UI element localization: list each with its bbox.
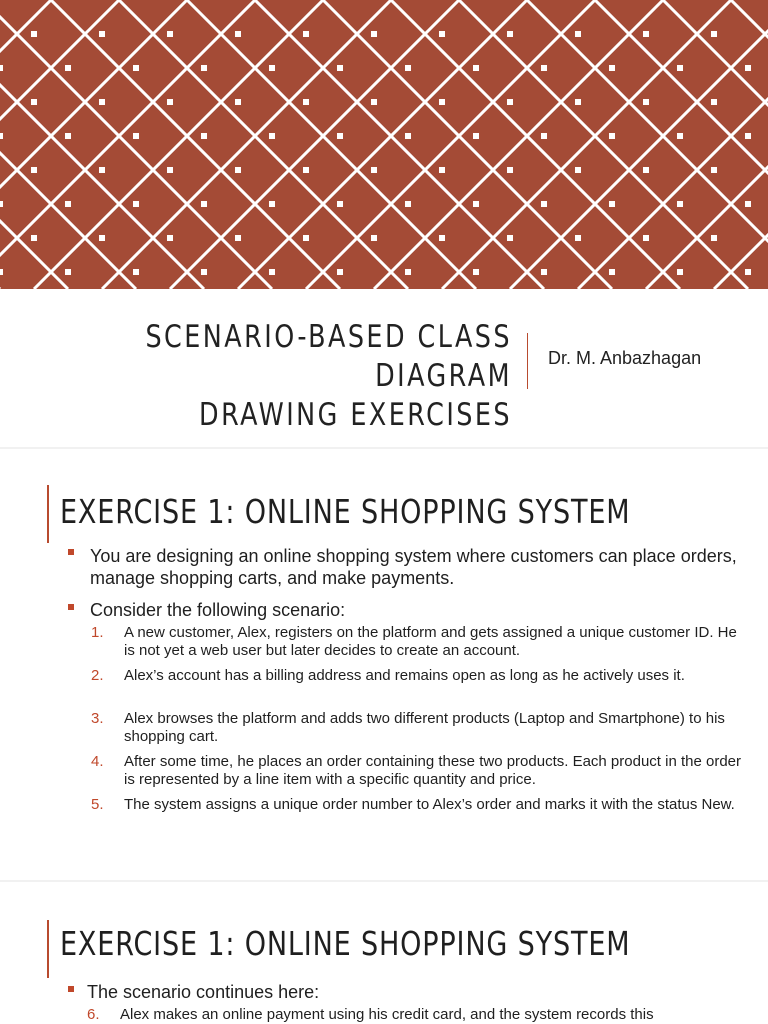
pattern-dot (65, 201, 71, 207)
bullet-text: The scenario continues here: (87, 982, 320, 1002)
pattern-dot (745, 65, 751, 71)
pattern-dot (235, 31, 241, 37)
pattern-dot (541, 65, 547, 71)
item-number: 2. (91, 667, 104, 684)
pattern-dot (65, 65, 71, 71)
bullet-marker (68, 604, 74, 610)
item-text: Alex’s account has a billing address and remains open as long as he actively uses it. (124, 667, 685, 684)
title-accent-bar (47, 485, 49, 543)
pattern-dot (473, 269, 479, 275)
pattern-dot (235, 235, 241, 241)
pattern-dot (405, 201, 411, 207)
pattern-dot (31, 31, 37, 37)
pattern-dot (133, 65, 139, 71)
pattern-dot (371, 235, 377, 241)
item-number: 6. (87, 1006, 100, 1023)
pattern-dot (745, 201, 751, 207)
bullet-text: You are designing an online shopping system where customers can place orders, manage shopping carts, and make payments. (90, 546, 737, 588)
item-number: 4. (91, 753, 104, 770)
pattern-dot (439, 31, 445, 37)
presentation-title (141, 318, 512, 435)
item-text: Alex makes an online payment using his credit card, and the system records this (120, 1006, 654, 1023)
pattern-dot (609, 133, 615, 139)
pattern-dot (31, 167, 37, 173)
pattern-dot (133, 201, 139, 207)
pattern-dot (405, 269, 411, 275)
pattern-dot (609, 269, 615, 275)
title-accent-bar (47, 920, 49, 978)
pattern-dot (541, 133, 547, 139)
pattern-dot (0, 65, 3, 71)
pattern-dot (31, 99, 37, 105)
pattern-dot (439, 235, 445, 241)
pattern-dot (677, 201, 683, 207)
pattern-dot (0, 133, 3, 139)
pattern-dot (303, 235, 309, 241)
pattern-dot (575, 31, 581, 37)
pattern-dot (99, 167, 105, 173)
pattern-dot (575, 235, 581, 241)
author-name: Dr. M. Anbazhagan (548, 348, 702, 368)
pattern-dot (269, 65, 275, 71)
bullet-text: Consider the following scenario: (90, 600, 346, 620)
pattern-dot (303, 167, 309, 173)
pattern-dot (201, 201, 207, 207)
pattern-dot (99, 99, 105, 105)
item-number: 3. (91, 710, 104, 727)
pattern-dot (65, 133, 71, 139)
pattern-dot (371, 99, 377, 105)
pattern-dot (643, 235, 649, 241)
pattern-dot (711, 167, 717, 173)
pattern-dot (507, 31, 513, 37)
bullet-marker (68, 549, 74, 555)
pattern-dot (337, 133, 343, 139)
pattern-dot (133, 133, 139, 139)
item-text: After some time, he places an order containing these two products. Each product in the order is represented by a line item with a specific quantity and price. (124, 753, 742, 788)
pattern-dot (473, 133, 479, 139)
title-line-1: SCENARIO-BASED CLASS DIAGRAM (145, 319, 512, 394)
item-text: The system assigns a unique order number to Alex’s order and marks it with the status New. (124, 796, 735, 813)
pattern-dot (0, 269, 3, 275)
pattern-dot (269, 133, 275, 139)
pattern-dot (745, 269, 751, 275)
pattern-dot (167, 99, 173, 105)
pattern-dot (201, 65, 207, 71)
pattern-dot (473, 201, 479, 207)
pattern-dot (677, 269, 683, 275)
pattern-dot (643, 99, 649, 105)
item-number: 1. (91, 624, 104, 641)
pattern-dot (133, 269, 139, 275)
slide-title: EXERCISE 1: ONLINE SHOPPING SYSTEM (60, 492, 631, 531)
pattern-dot (235, 167, 241, 173)
pattern-dot (31, 235, 37, 241)
pattern-dot (201, 269, 207, 275)
pattern-dot (473, 65, 479, 71)
pattern-dot (609, 201, 615, 207)
pattern-dot (507, 167, 513, 173)
pattern-dot (337, 269, 343, 275)
pattern-dot (65, 269, 71, 275)
pattern-dot (609, 65, 615, 71)
pattern-dot (337, 201, 343, 207)
decorative-diamond-pattern (0, 0, 768, 289)
pattern-dot (269, 269, 275, 275)
pattern-dot (405, 133, 411, 139)
pattern-dot (167, 31, 173, 37)
pattern-dot (711, 31, 717, 37)
slide-title: EXERCISE 1: ONLINE SHOPPING SYSTEM (60, 924, 631, 963)
pattern-dot (643, 31, 649, 37)
pattern-dot (677, 133, 683, 139)
pattern-dot (269, 201, 275, 207)
bullet-marker (68, 986, 74, 992)
pattern-dot (371, 167, 377, 173)
item-text: A new customer, Alex, registers on the platform and gets assigned a unique customer ID. He is not yet a web user but later decides to create an account. (124, 624, 737, 659)
pattern-dot (677, 65, 683, 71)
pattern-dot (507, 99, 513, 105)
pattern-dot (745, 133, 751, 139)
pattern-dot (337, 65, 343, 71)
pattern-dot (303, 99, 309, 105)
pattern-dot (643, 167, 649, 173)
pattern-dot (575, 99, 581, 105)
pattern-dot (541, 201, 547, 207)
slide-separator (0, 447, 768, 449)
pattern-dot (711, 99, 717, 105)
pattern-dot (507, 235, 513, 241)
slide-separator (0, 880, 768, 882)
pattern-dot (575, 167, 581, 173)
pattern-dot (167, 167, 173, 173)
pattern-dot (371, 31, 377, 37)
pattern-dot (235, 99, 241, 105)
pattern-dot (303, 31, 309, 37)
pattern-dot (167, 235, 173, 241)
item-number: 5. (91, 796, 104, 813)
pattern-dot (439, 99, 445, 105)
pattern-dot (0, 201, 3, 207)
pattern-dot (711, 235, 717, 241)
pattern-dot (405, 65, 411, 71)
pattern-dot (439, 167, 445, 173)
title-divider (527, 333, 528, 389)
pattern-dot (99, 31, 105, 37)
title-line-2: DRAWING EXERCISES (199, 397, 512, 433)
item-text: Alex browses the platform and adds two different products (Laptop and Smartphone) to his shopping cart. (124, 710, 725, 745)
pattern-dot (99, 235, 105, 241)
pattern-dot (541, 269, 547, 275)
pattern-dot (201, 133, 207, 139)
